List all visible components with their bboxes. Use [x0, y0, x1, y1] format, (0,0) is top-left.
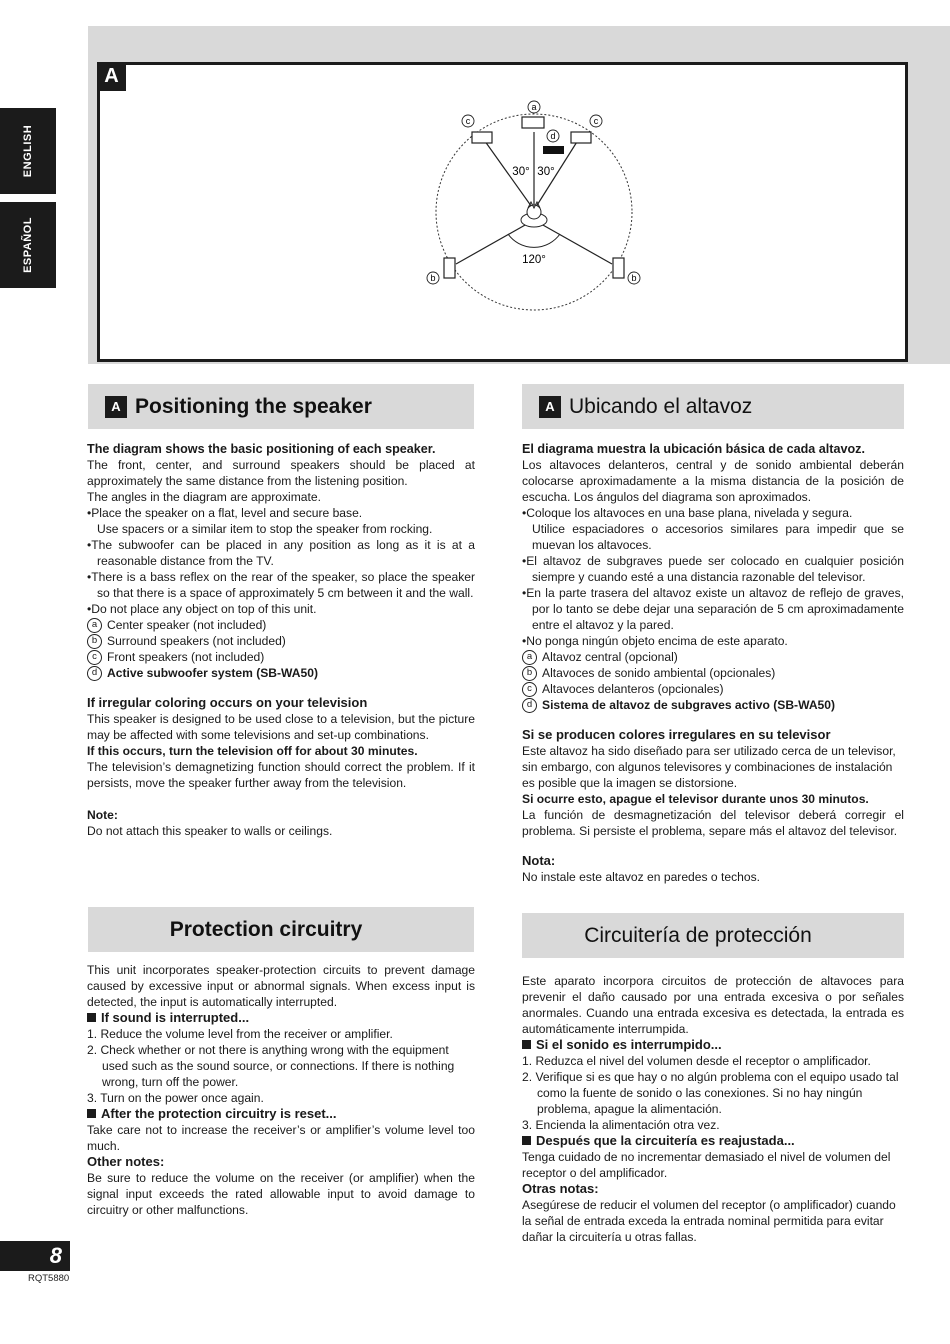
- es-bullet-4-text: No ponga ningún objeto encima de este aparato.: [526, 634, 788, 648]
- es-bullet-2-text: El altavoz de subgraves puede ser colocado en cualquier posición siempre y cuando esté a una distancia razonable del televisor.: [526, 554, 904, 584]
- es-positioning-lead: El diagrama muestra la ubicación básica de cada altavoz.: [522, 442, 865, 456]
- rear-angle-arc: [508, 234, 560, 247]
- es-item-a: [522, 649, 904, 665]
- en-note-text: Do not attach this speaker to walls or ceilings.: [87, 824, 333, 838]
- en-bullet-2-text: The subwoofer can be placed in any position as long as it is at a reasonable distance from the TV.: [91, 538, 475, 568]
- document-code: RQT5880: [28, 1273, 70, 1284]
- en-note-title: Note:: [87, 808, 118, 822]
- surround-right-speaker-icon: [613, 258, 624, 278]
- marker-d-icon: d: [522, 698, 537, 713]
- figure-label: A: [97, 62, 126, 91]
- language-tab-english-label: ENGLISH: [22, 124, 34, 178]
- es-bullet-4: [522, 633, 904, 649]
- en-item-a: [87, 617, 475, 633]
- language-tab-espanol-label: ESPAÑOL: [21, 217, 34, 273]
- en-positioning-header: [88, 384, 474, 429]
- es-bullet-1-text: Coloque los altavoces en una base plana, nivelada y segura.: [526, 506, 853, 520]
- marker-c-left: [462, 115, 474, 127]
- en-irregular-bold: If this occurs, turn the television off for about 30 minutes.: [87, 744, 418, 758]
- es-protection-h1: Si el sonido es interrumpido...: [522, 1037, 904, 1053]
- es-positioning-body: [522, 441, 904, 885]
- en-positioning-body: [87, 441, 475, 839]
- en-protection-p1: This unit incorporates speaker-protection circuits to prevent damage caused by excessive input or abnormal signals. When excess input is detected, the input is automatically interrupted.: [87, 963, 475, 1009]
- marker-d: [547, 130, 559, 142]
- es-irregular-p2: La función de desmagnetización del televisor deberá corregir el problema. Si persiste el problema, separe más el altavoz del televisor.: [522, 808, 904, 838]
- en-bullet-3: [87, 569, 475, 601]
- marker-b-left: [427, 272, 439, 284]
- es-item-c: [522, 681, 904, 697]
- es-note-title: Nota:: [522, 853, 556, 868]
- marker-d-icon: d: [87, 666, 102, 681]
- en-item-d-text: Active subwoofer system (SB-WA50): [107, 666, 319, 680]
- page-number-text: 8: [49, 1243, 62, 1268]
- en-item-a-text: Center speaker (not included): [107, 618, 267, 632]
- en-other-title: Other notes:: [87, 1154, 165, 1169]
- en-protection-h1: If sound is interrupted...: [87, 1010, 475, 1026]
- es-step-3: 3. Encienda la alimentación otra vez.: [522, 1118, 720, 1132]
- es-protection-header: [522, 913, 904, 958]
- language-tab-espanol: [0, 202, 56, 288]
- es-bullet-1: [522, 505, 904, 521]
- angle-left-label: 30°: [512, 166, 530, 178]
- en-protection-body: [87, 962, 475, 1218]
- en-other-text: Be sure to reduce the volume on the receiver (or amplifier) when the signal input exceeds the rated allowable input to avoid damage to circuitry or other malfunctions.: [87, 1171, 475, 1217]
- en-bullet-1-cont: Use spacers or a similar item to stop the speaker from rocking.: [97, 522, 433, 536]
- subwoofer-icon: [543, 146, 564, 154]
- en-protection-h2: After the protection circuitry is reset...: [87, 1106, 475, 1122]
- en-irregular-p1: This speaker is designed to be used close to a television, but the picture may be affected with some televisions and set-up combinations.: [87, 712, 475, 742]
- en-step-3: 3. Turn on the power once again.: [87, 1091, 264, 1105]
- marker-b-icon: b: [522, 666, 537, 681]
- es-protection-title: Circuitería de protección: [584, 923, 812, 947]
- en-bullet-1: [87, 505, 475, 521]
- spacer: [87, 681, 475, 695]
- speaker-positioning-diagram: [400, 92, 660, 322]
- es-other-text: Asegúrese de reducir el volumen del receptor (o amplificador) cuando la señal de entrada exceda la entrada nominal permitida para evitar dañar la circuitería u otras fallas.: [522, 1198, 896, 1244]
- es-item-d: [522, 697, 904, 713]
- en-irregular-p2: The television’s demagnetizing function should correct the problem. If it persists, move the speaker further away from the television.: [87, 760, 475, 790]
- en-irregular-title: If irregular coloring occurs on your television: [87, 695, 368, 710]
- es-protection-p1: Este aparato incorpora circuitos de protección de altavoces para prevenir el daño causado por una entrada excesiva o por señales anormales. Cuando una entrada excesiva es detectada, la entrada es automáticamente interrumpida.: [522, 974, 904, 1036]
- en-positioning-badge: A: [105, 396, 127, 418]
- en-protection-title: Protection circuitry: [169, 917, 363, 941]
- en-item-b-text: Surround speakers (not included): [107, 634, 286, 648]
- es-other-title: Otras notas:: [522, 1181, 599, 1196]
- page-number: [0, 1241, 70, 1271]
- marker-c-icon: c: [522, 682, 537, 697]
- es-note-text: No instale este altavoz en paredes o techos.: [522, 870, 760, 884]
- angle-right-label: 30°: [537, 166, 555, 178]
- es-protection-h2: Después que la circuitería es reajustada...: [522, 1133, 904, 1149]
- spacer: [522, 839, 904, 853]
- en-item-c: [87, 649, 475, 665]
- es-positioning-title: Ubicando el altavoz: [569, 394, 753, 418]
- es-irregular-bold: Si ocurre esto, apague el televisor durante unos 30 minutos.: [522, 792, 869, 806]
- angle-rear-label: 120°: [522, 254, 546, 266]
- svg-text:b: b: [430, 273, 436, 283]
- en-item-b: [87, 633, 475, 649]
- es-irregular-title: Si se producen colores irregulares en su televisor: [522, 727, 831, 742]
- en-item-d: [87, 665, 475, 681]
- surround-left-speaker-icon: [444, 258, 455, 278]
- en-positioning-lead: The diagram shows the basic positioning of each speaker.: [87, 442, 436, 456]
- en-bullet-2: [87, 537, 475, 569]
- es-item-b: [522, 665, 904, 681]
- es-item-d-text: Sistema de altavoz de subgraves activo (SB-WA50): [542, 698, 836, 712]
- svg-text:d: d: [550, 131, 556, 141]
- en-bullet-1-text: Place the speaker on a flat, level and secure base.: [91, 506, 363, 520]
- en-bullet-3-text: There is a bass reflex on the rear of the speaker, so place the speaker so that there is a space of approximately 5 cm between it and the wall.: [91, 570, 475, 600]
- spacer: [87, 791, 475, 807]
- es-positioning-p1: Los altavoces delanteros, central y de sonido ambiental deberán colocarse aproximadamente a la misma distancia de la posición de escucha. Los ángulos del diagrama son aproximados.: [522, 458, 904, 504]
- es-item-a-text: Altavoz central (opcional): [542, 650, 678, 664]
- svg-text:c: c: [593, 116, 599, 126]
- es-protection-body: [522, 973, 904, 1245]
- svg-text:a: a: [531, 102, 537, 112]
- en-positioning-p1: The front, center, and surround speakers should be placed at approximately the same distance from the listening position.: [87, 458, 475, 488]
- language-tab-english: [0, 108, 56, 194]
- svg-text:c: c: [465, 116, 471, 126]
- marker-b-right: [628, 272, 640, 284]
- es-protection-p2: Tenga cuidado de no incrementar demasiado el nivel de volumen del receptor o del amplificador.: [522, 1150, 891, 1180]
- es-positioning-badge: A: [539, 396, 561, 418]
- es-bullet-1-cont: Utilice espaciadores o accesorios similares para impedir que se muevan los altavoces.: [532, 522, 904, 552]
- en-step-1: 1. Reduce the volume level from the receiver or amplifier.: [87, 1027, 393, 1041]
- es-bullet-3-text: En la parte trasera del altavoz existe un altavoz de reflejo de graves, por lo tanto se debe dejar una separación de 5 cm aproximadamente entre el altavoz y la pared.: [526, 586, 904, 632]
- es-step-1: 1. Reduzca el nivel del volumen desde el receptor o amplificador.: [522, 1054, 871, 1068]
- marker-c-right: [590, 115, 602, 127]
- es-positioning-header: [522, 384, 904, 429]
- marker-c-icon: c: [87, 650, 102, 665]
- en-bullet-4: [87, 601, 475, 617]
- es-bullet-2: [522, 553, 904, 585]
- en-item-c-text: Front speakers (not included): [107, 650, 265, 664]
- marker-b-icon: b: [87, 634, 102, 649]
- en-positioning-p2: The angles in the diagram are approximate.: [87, 490, 321, 504]
- center-speaker-icon: [522, 117, 544, 128]
- es-item-c-text: Altavoces delanteros (opcionales): [542, 682, 724, 696]
- marker-a-icon: a: [522, 650, 537, 665]
- marker-a-icon: a: [87, 618, 102, 633]
- listener-icon: [521, 202, 547, 227]
- en-positioning-title: Positioning the speaker: [135, 394, 372, 418]
- spacer: [522, 713, 904, 727]
- es-bullet-3: [522, 585, 904, 633]
- es-step-2: 2. Verifique si es que hay o no algún problema con el equipo usado tal como la fuente de sonido o las conexiones. Si no hay ningún problema, apague la alimentación.: [522, 1070, 899, 1116]
- front-left-speaker-icon: [472, 132, 492, 143]
- svg-text:b: b: [631, 273, 637, 283]
- en-protection-p2: Take care not to increase the receiver’s or amplifier’s volume level too much.: [87, 1123, 475, 1153]
- marker-a: [528, 101, 540, 113]
- es-irregular-p1: Este altavoz ha sido diseñado para ser utilizado cerca de un televisor, sin embargo, con algunos televisores y combinaciones de instalación es posible que la imagen se distorsione.: [522, 744, 896, 790]
- en-bullet-4-text: Do not place any object on top of this unit.: [91, 602, 317, 616]
- front-right-speaker-icon: [571, 132, 591, 143]
- en-step-2: 2. Check whether or not there is anything wrong with the equipment used such as the sound source, or connections. If there is nothing wrong, turn off the power.: [87, 1043, 455, 1089]
- es-item-b-text: Altavoces de sonido ambiental (opcionales): [542, 666, 776, 680]
- en-protection-header: [88, 907, 474, 952]
